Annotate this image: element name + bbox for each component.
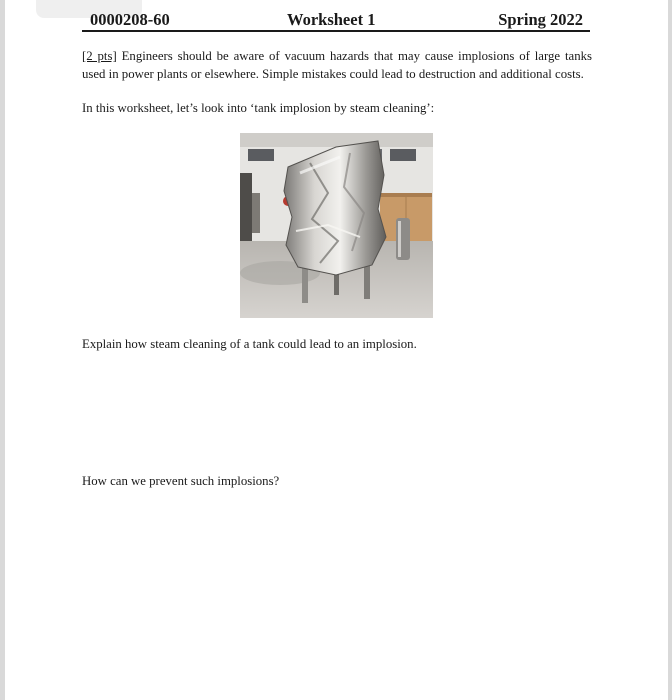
- worksheet-title: Worksheet 1: [287, 10, 376, 29]
- page-edge-left: [0, 0, 5, 700]
- worksheet-header: [82, 10, 590, 32]
- intro-paragraph: [82, 48, 592, 83]
- course-code: 0000208-60: [90, 10, 170, 29]
- intro-text: Engineers should be aware of vacuum hazards that may cause implosions of large tanks used in power plants or elsewhere. Simple mistakes could lead to destruction and additional costs.: [82, 49, 592, 81]
- points-label: [2 pts]: [82, 49, 117, 63]
- question-1: Explain how steam cleaning of a tank could lead to an implosion.: [82, 337, 417, 351]
- question-2: How can we prevent such implosions?: [82, 474, 280, 488]
- imploded-tank-photo: [240, 133, 433, 318]
- term-label: Spring 2022: [498, 10, 583, 29]
- page-edge-right: [668, 0, 672, 700]
- lead-in-text: In this worksheet, let’s look into ‘tank implosion by steam cleaning’:: [82, 101, 435, 115]
